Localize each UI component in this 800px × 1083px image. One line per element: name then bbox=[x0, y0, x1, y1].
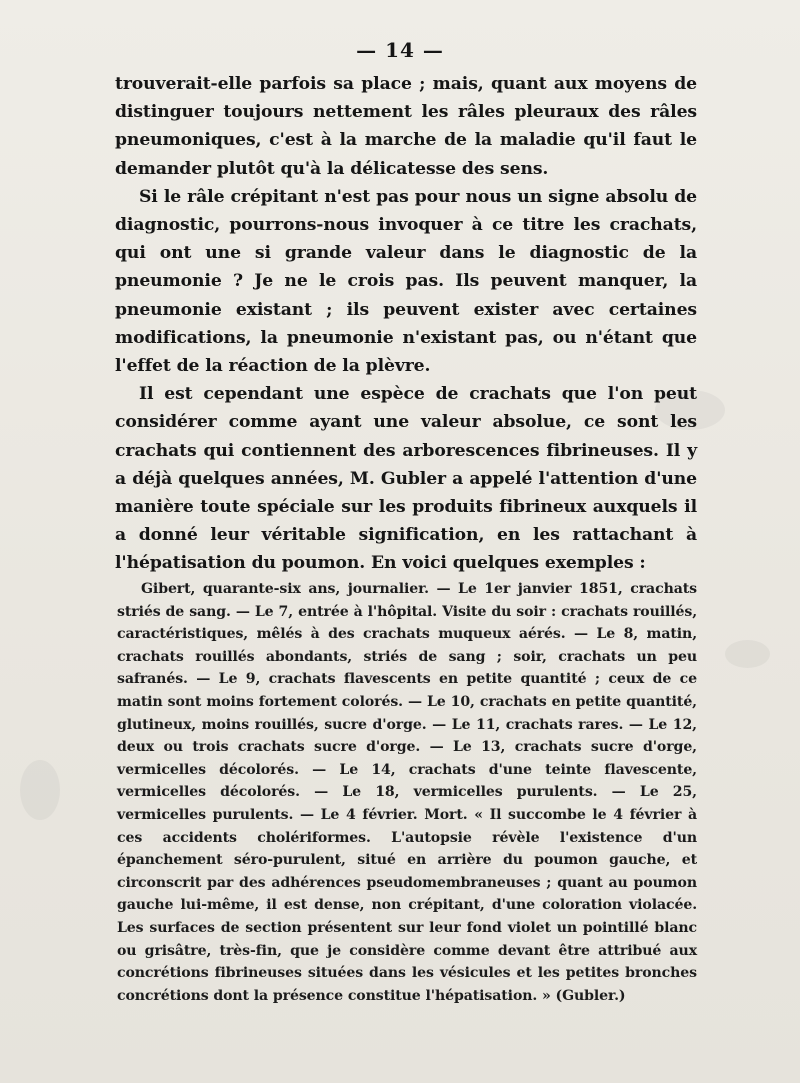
main-text-block bbox=[115, 70, 697, 578]
case-report-block bbox=[117, 578, 697, 1007]
case-report-paragraph: Gibert, quarante-six ans, journalier. — Le 1er janvier 1851, crachats striés de sang. — Le 7, entrée à l'hôpital. Visite du soir : crachats rouillés, caractéristiques, mêlés à des crachats muqueux aérés. — Le 8, matin, crachats rouillés abondants, striés de sang ; soir, crachats un peu safranés. — Le 9, crachats flavescents en petite quantité ; ceux de ce matin sont moins fortement colorés. — Le 10, crachats en petite quantité, glutineux, moins rouillés, sucre d'orge. — Le 11, crachats rares. — Le 12, deux ou trois crachats sucre d'orge. — Le 13, crachats sucre d'orge, vermicelles décolorés. — Le 14, crachats d'une teinte flavescente, vermicelles décolorés. — Le 18, vermicelles purulents. — Le 25, vermicelles purulents. — Le 4 février. Mort. « Il succombe le 4 février à ces accidents cholériformes. L'autopsie révèle l'existence d'un épanchement séro-purulent, situé en arrière du poumon gauche, et circonscrit par des adhérences pseudomembraneuses ; quant au poumon gauche lui-même, il est dense, non crépitant, d'une coloration violacée. Les surfaces de section présentent sur leur fond violet un pointillé blanc ou grisâtre, très-fin, que je considère comme devant être attribué aux concrétions fibrineuses situées dans les vésicules et les petites bronches concrétions dont la présence constitue l'hépatisation. » (Gubler.) bbox=[117, 581, 697, 1004]
main-paragraph-1: trouverait-elle parfois sa place ; mais, quant aux moyens de distinguer toujours nettement les râles pleuraux des râles pneumoniques, c'est à la marche de la maladie qu'il faut le demander plutôt qu'à la délicatesse des sens. bbox=[115, 74, 697, 179]
paper-stain bbox=[725, 640, 770, 668]
paper-stain bbox=[20, 760, 60, 820]
main-paragraph-2: Si le râle crépitant n'est pas pour nous un signe absolu de diagnostic, pourrons-nous invoquer à ce titre les crachats, qui ont une si grande valeur dans le diagnostic de la pneumonie ? Je ne le crois pas. Ils peuvent manquer, la pneumonie existant ; ils peuvent exister avec certaines modifications, la pneumonie n'existant pas, ou n'étant que l'effet de la réaction de la plèvre. bbox=[115, 186, 697, 377]
main-paragraph-3: Il est cependant une espèce de crachats que l'on peut considérer comme ayant une valeur absolue, ce sont les crachats qui contiennent des arborescences fibrineuses. Il y a déjà quelques années, M. Gubler a appelé l'attention d'une manière toute spéciale sur les produits fibrineux auxquels il a donné leur véritable signification, en les rattachant à l'hépatisation du poumon. En voici quelques exemples : bbox=[115, 384, 697, 574]
page-number: — 14 — bbox=[356, 38, 444, 62]
